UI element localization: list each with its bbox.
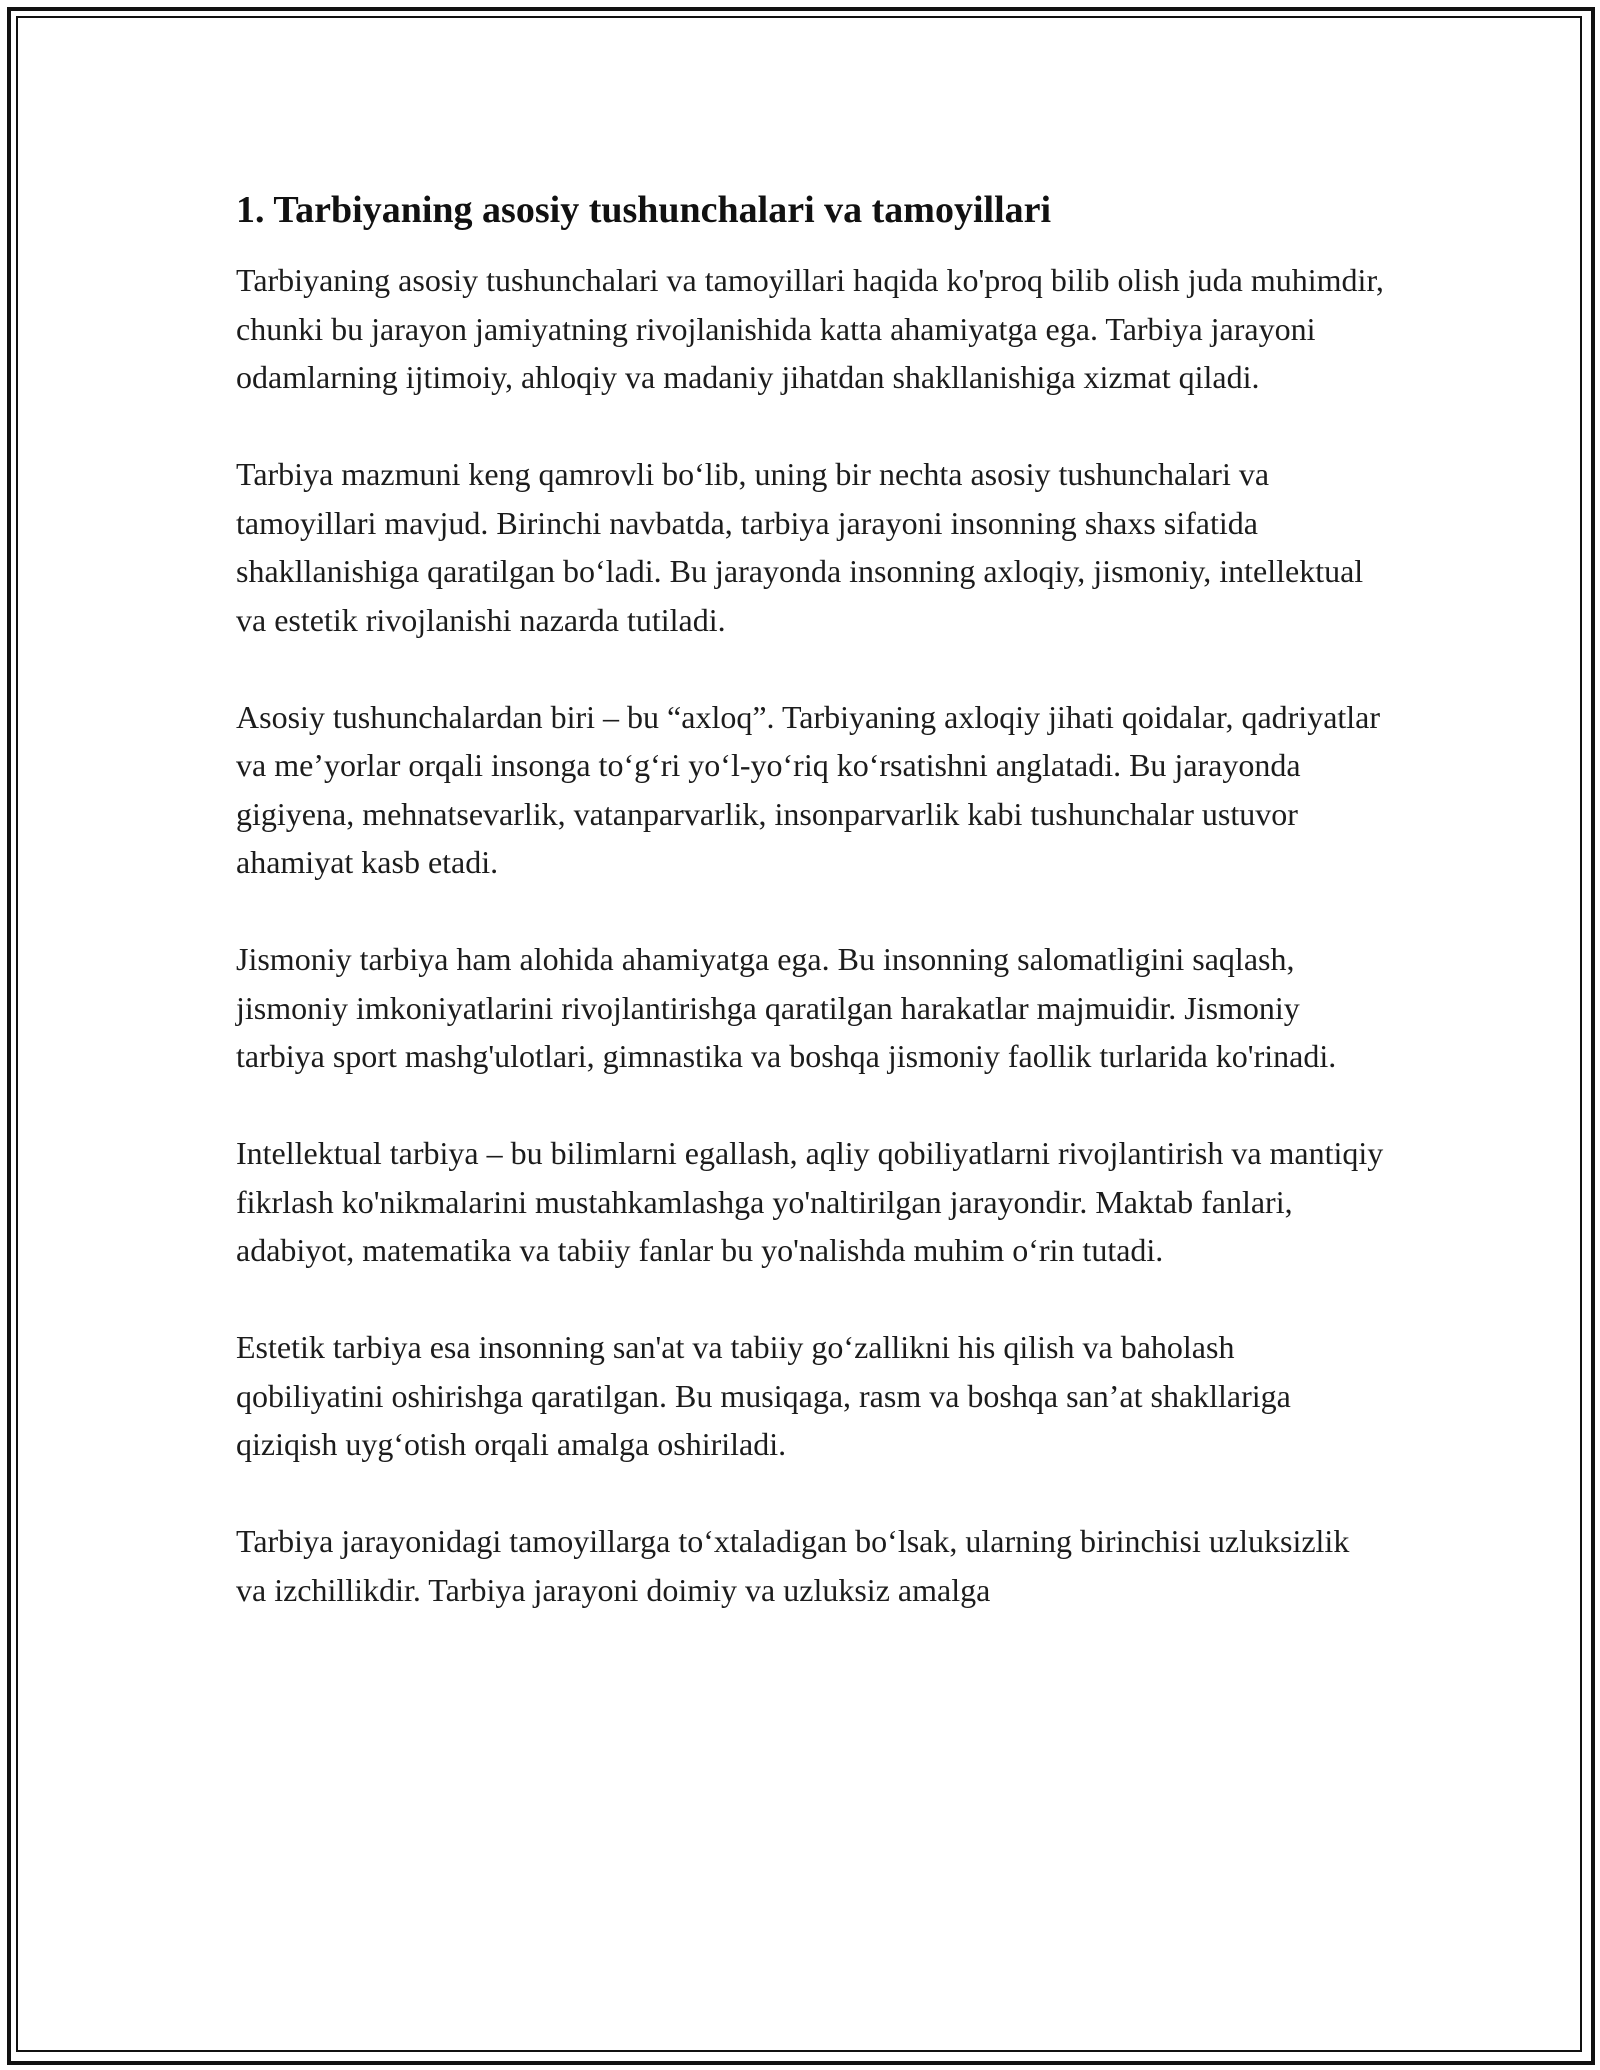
paragraph-content: Tarbiya mazmuni keng qamrovli bo‘lib, uning bir nechta asosiy tushunchalari va tamoyillari mavjud. Birinchi navbatda, tarbiya jarayoni insonning shaxs sifatida shakllanishiga qaratilgan bo‘ladi. Bu jarayonda insonning axloqiy, jismoniy, intellektual va estetik rivojlanishi nazarda tutiladi. (236, 456, 1364, 638)
paragraph-aesthetic: Estetik tarbiya esa insonning san'at va tabiiy go‘zallikni his qilish va baholash qobiliyatini oshirishga qaratilgan. Bu musiqaga, rasm va boshqa san’at shakllariga qiziqish uyg‘otish orqali amalga oshiriladi. (236, 1329, 1291, 1462)
section-heading: 1. Tarbiyaning asosiy tushunchalari va tamoyillari (236, 189, 1052, 231)
document-body (236, 186, 1386, 1614)
paragraph-intro: Tarbiyaning asosiy tushunchalari va tamoyillari haqida ko'proq bilib olish juda muhimdir, chunki bu jarayon jamiyatning rivojlanishida katta ahamiyatga ega. Tarbiya jarayoni odamlarning ijtimoiy, ahloqiy va madaniy jihatdan shakllanishiga xizmat qiladi. (236, 262, 1384, 395)
paragraph-principles: Tarbiya jarayonidagi tamoyillarga to‘xtaladigan bo‘lsak, ularning birinchisi uzluksizlik va izchillikdir. Tarbiya jarayoni doimiy va uzluksiz amalga (236, 1523, 1350, 1608)
paragraph-intellectual: Intellektual tarbiya – bu bilimlarni egallash, aqliy qobiliyatlarni rivojlantirish va mantiqiy fikrlash ko'nikmalarini mustahkamlashga yo'naltirilgan jarayondir. Maktab fanlari, adabiyot, matematika va tabiiy fanlar bu yo'nalishda muhim o‘rin tutadi. (236, 1135, 1384, 1268)
paragraph-physical: Jismoniy tarbiya ham alohida ahamiyatga ega. Bu insonning salomatligini saqlash, jismoniy imkoniyatlarini rivojlantirishga qaratilgan harakatlar majmuidir. Jismoniy tarbiya sport mashg'ulotlari, gimnastika va boshqa jismoniy faollik turlarida ko'rinadi. (236, 941, 1337, 1074)
paragraph-moral: Asosiy tushunchalardan biri – bu “axloq”. Tarbiyaning axloqiy jihati qoidalar, qadriyatlar va me’yorlar orqali insonga to‘g‘ri yo‘l-yo‘riq ko‘rsatishni anglatadi. Bu jarayonda gigiyena, mehnatsevarlik, vatanparvarlik, insonparvarlik kabi tushunchalar ustuvor ahamiyat kasb etadi. (236, 698, 1381, 880)
